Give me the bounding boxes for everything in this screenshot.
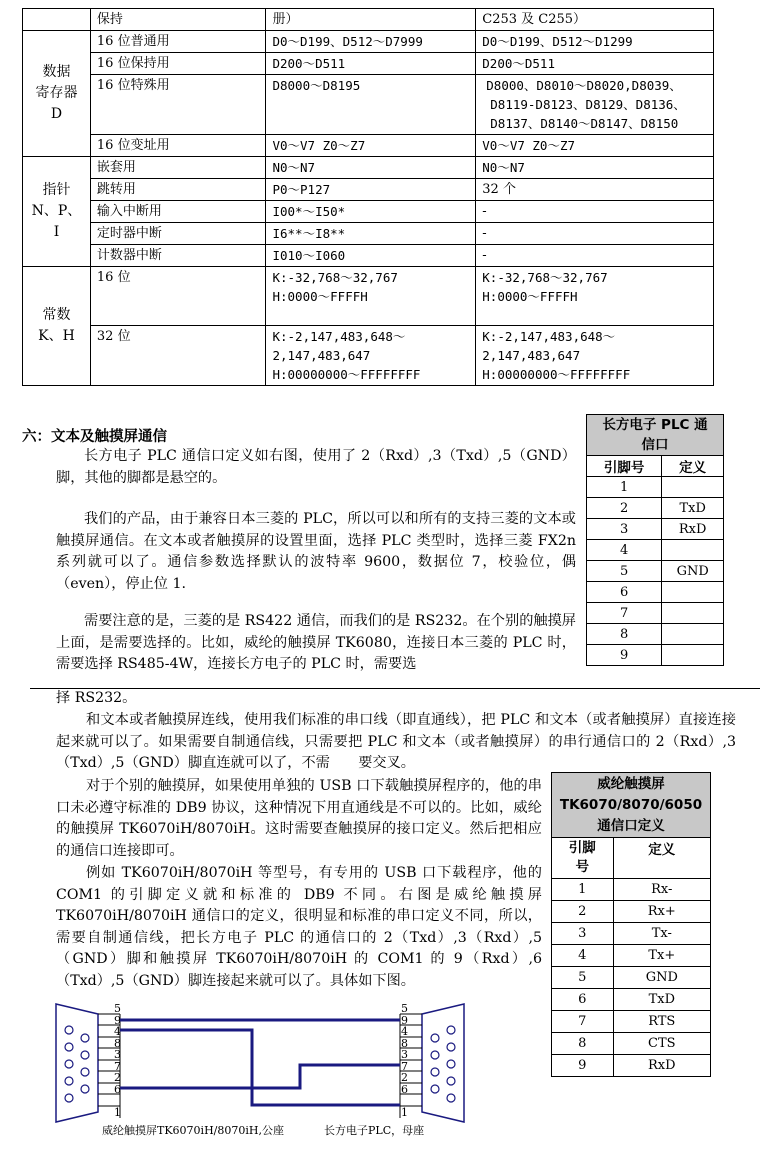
table-cell: D200～D511 [266,53,476,75]
table-row: 9 [587,645,724,666]
table-row [23,135,714,157]
section-heading: 六：文本及触摸屏通信 [22,429,167,445]
table-cell: D200～D511 [476,53,714,75]
svg-text:4: 4 [401,1025,408,1038]
table-row [23,267,714,326]
table-cell: 16 位普通用 [90,31,266,53]
table-cell: I00*～I50* [266,201,476,223]
svg-text:7: 7 [401,1060,408,1073]
svg-text:2: 2 [114,1071,121,1084]
svg-text:9: 9 [401,1014,408,1027]
table-cell: 跳转用 [90,179,266,201]
table-cell: D8000、D8010～D8020,D8039、 D8119-D8123、D8129、D8136、 D8137、D8140～D8147、D8150 [476,75,714,135]
table-cell: 16 位 [90,267,266,326]
right-pin-numbers [401,1002,408,1119]
table-row: 7 RTS [552,1011,711,1033]
table-cell: D0～D199、D512～D7999 [266,31,476,53]
table-row: 1 [587,477,724,498]
svg-text:6: 6 [114,1083,121,1096]
table-row [23,9,714,31]
table-cell: 嵌套用 [90,157,266,179]
column-header: 定义 [613,838,710,879]
table-cell: 16 位保持用 [90,53,266,75]
table-cell: C253 及 C255） [476,9,714,31]
svg-text:4: 4 [114,1025,121,1038]
svg-text:3: 3 [401,1048,408,1061]
table-row [23,31,714,53]
table-cell: V0～V7 Z0～Z7 [266,135,476,157]
svg-text:8: 8 [401,1037,408,1050]
table-row: 8 CTS [552,1033,711,1055]
table-row: 4 Tx+ [552,945,711,967]
plc-pin-table [586,414,724,666]
paragraph: 长方电子 PLC 通信口定义如右图，使用了 2（Rxd）,3（Txd）,5（GND）脚，其他的脚都是悬空的。 [56,448,576,486]
paragraph: 对于个别的触摸屏，如果使用单独的 USB 口下载触摸屏程序的，他的串口未必遵守标准的 DB9 协议，这种情况下用直通线是不可以的。比如，威纶的触摸屏 TK6070iH/8070iH。这时需要查触摸屏的接口定义。然后把相应的通信口连接即可。 [56,778,542,859]
category-data-register: 数据 寄存器 D [23,31,91,157]
table-row [23,201,714,223]
table-row [23,245,714,267]
table-cell: - [476,223,714,245]
left-connector-label: 威纶触摸屏TK6070iH/8070iH,公座 [102,1124,284,1137]
table-row: 5 GND [552,967,711,989]
table-row: 2 Rx+ [552,901,711,923]
register-table [22,8,714,386]
category-pointer: 指针 N、P、 I [23,157,91,267]
table-cell: K:-32,768～32,767 H:0000～FFFFH [476,267,714,326]
table-row: 8 [587,624,724,645]
paragraph: 例如 TK6070iH/8070iH 等型号，有专用的 USB 口下载程序，他的 COM1 的引脚定义就和标准的 DB9 不同。右图是威纶触摸屏 TK6070iH/8070iH 通信口的定义，很明显和标准的串口定义不同，所以，需要自制通信线，把长方电子 PLC 的通信口的 2（Txd）,3（Rxd）,5（GND）脚和触摸屏 TK6070iH/8070iH 的 COM1 的 9（Rxd）,6（Txd）,5（GND）脚连接起来就可以了。具体如下图。 [56,865,542,989]
table-cell: 16 位特殊用 [90,75,266,135]
svg-text:8: 8 [114,1037,121,1050]
paragraph: 和文本或者触摸屏连线，使用我们标准的串口线（即直通线），把 PLC 和文本（或者触摸屏）直接连接起来就可以了。如果需要自制通信线，只需要把 PLC 和文本（或者触摸屏）的串行通信口的 2（Rxd）,3（Txd）,5（GND）脚直连就可以了，不需 要交叉。 [56,712,736,771]
hmi-pin-table [551,772,711,1077]
table-row: 4 [587,540,724,561]
table-row: 9 RxD [552,1055,711,1077]
table-cell: 32 位 [90,326,266,386]
table-cell: 册） [266,9,476,31]
table-row [23,75,714,135]
svg-text:1: 1 [114,1106,121,1119]
svg-text:9: 9 [114,1014,121,1027]
table-cell: 保持 [90,9,266,31]
right-connector-label: 长方电子PLC，母座 [324,1124,425,1137]
table-cell: D0～D199、D512～D1299 [476,31,714,53]
left-db9-connector [56,1004,98,1122]
svg-text:5: 5 [401,1002,408,1015]
table-title: 威纶触摸屏 TK6070/8070/6050 通信口定义 [552,773,711,838]
table-cell: D8000～D8195 [266,75,476,135]
table-cell: 16 位变址用 [90,135,266,157]
table-cell: K:-2,147,483,648～ 2,147,483,647 H:00000000～FFFFFFFF [476,326,714,386]
table-row [23,326,714,386]
table-cell: 输入中断用 [90,201,266,223]
table-cell: - [476,201,714,223]
right-connector-pins [431,1026,455,1102]
table-row: 3 Tx- [552,923,711,945]
wire-connections [120,1020,400,1105]
table-row: 6 TxD [552,989,711,1011]
table-cell: I6**～I8** [266,223,476,245]
table-cell: - [476,245,714,267]
wire-txd [120,1065,400,1088]
paragraph: 择 RS232。 [56,690,137,706]
svg-text:2: 2 [401,1071,408,1084]
paragraph: 我们的产品，由于兼容日本三菱的 PLC，所以可以和所有的支持三菱的文本或触摸屏通信。在文本或者触摸屏的设置里面，选择 PLC 类型时，选择三菱 FX2n 系列就可以了。通信参数选择默认的波特率 9600，数据位 7，校验位，偶（even），停止位 1. [56,511,576,592]
table-cell: K:-2,147,483,648～ 2,147,483,647 H:00000000～FFFFFFFF [266,326,476,386]
table-cell: K:-32,768～32,767 H:0000～FFFFH [266,267,476,326]
table-row [23,157,714,179]
svg-text:3: 3 [114,1048,121,1061]
right-db9-connector [422,1004,464,1122]
category-constant: 常数 K、H [23,267,91,386]
column-header: 定义 [662,456,724,477]
svg-text:5: 5 [114,1002,121,1015]
table-row: 1 Rx- [552,879,711,901]
paragraph: 需要注意的是，三菱的是 RS422 通信，而我们的是 RS232。在个别的触摸屏上面，是需要选择的。比如，威纶的触摸屏 TK6080，连接日本三菱的 PLC 时，需要选择 RS485-4W，连接长方电子的 PLC 时，需要选 [56,613,576,672]
table-row: 2 TxD [587,498,724,519]
table-row [23,223,714,245]
left-connector-pins [65,1026,89,1102]
column-header: 引脚号 [587,456,662,477]
table-cell: 计数器中断 [90,245,266,267]
table-row: 7 [587,603,724,624]
table-cell: 定时器中断 [90,223,266,245]
column-header: 引脚 号 [552,838,614,879]
table-row: 6 [587,582,724,603]
table-cell: N0～N7 [476,157,714,179]
table-row: 5 GND [587,561,724,582]
wiring-diagram [52,1000,472,1145]
table-row [23,53,714,75]
table-row [23,179,714,201]
wire-rxd [120,1030,400,1105]
table-title: 长方电子 PLC 通 信口 [587,415,724,456]
table-cell: N0～N7 [266,157,476,179]
table-cell: I010～I060 [266,245,476,267]
table-cell: 32 个 [476,179,714,201]
table-row: 3 RxD [587,519,724,540]
svg-text:6: 6 [401,1083,408,1096]
svg-text:7: 7 [114,1060,121,1073]
table-cell: V0～V7 Z0～Z7 [476,135,714,157]
svg-text:1: 1 [401,1106,408,1119]
table-cell: P0～P127 [266,179,476,201]
